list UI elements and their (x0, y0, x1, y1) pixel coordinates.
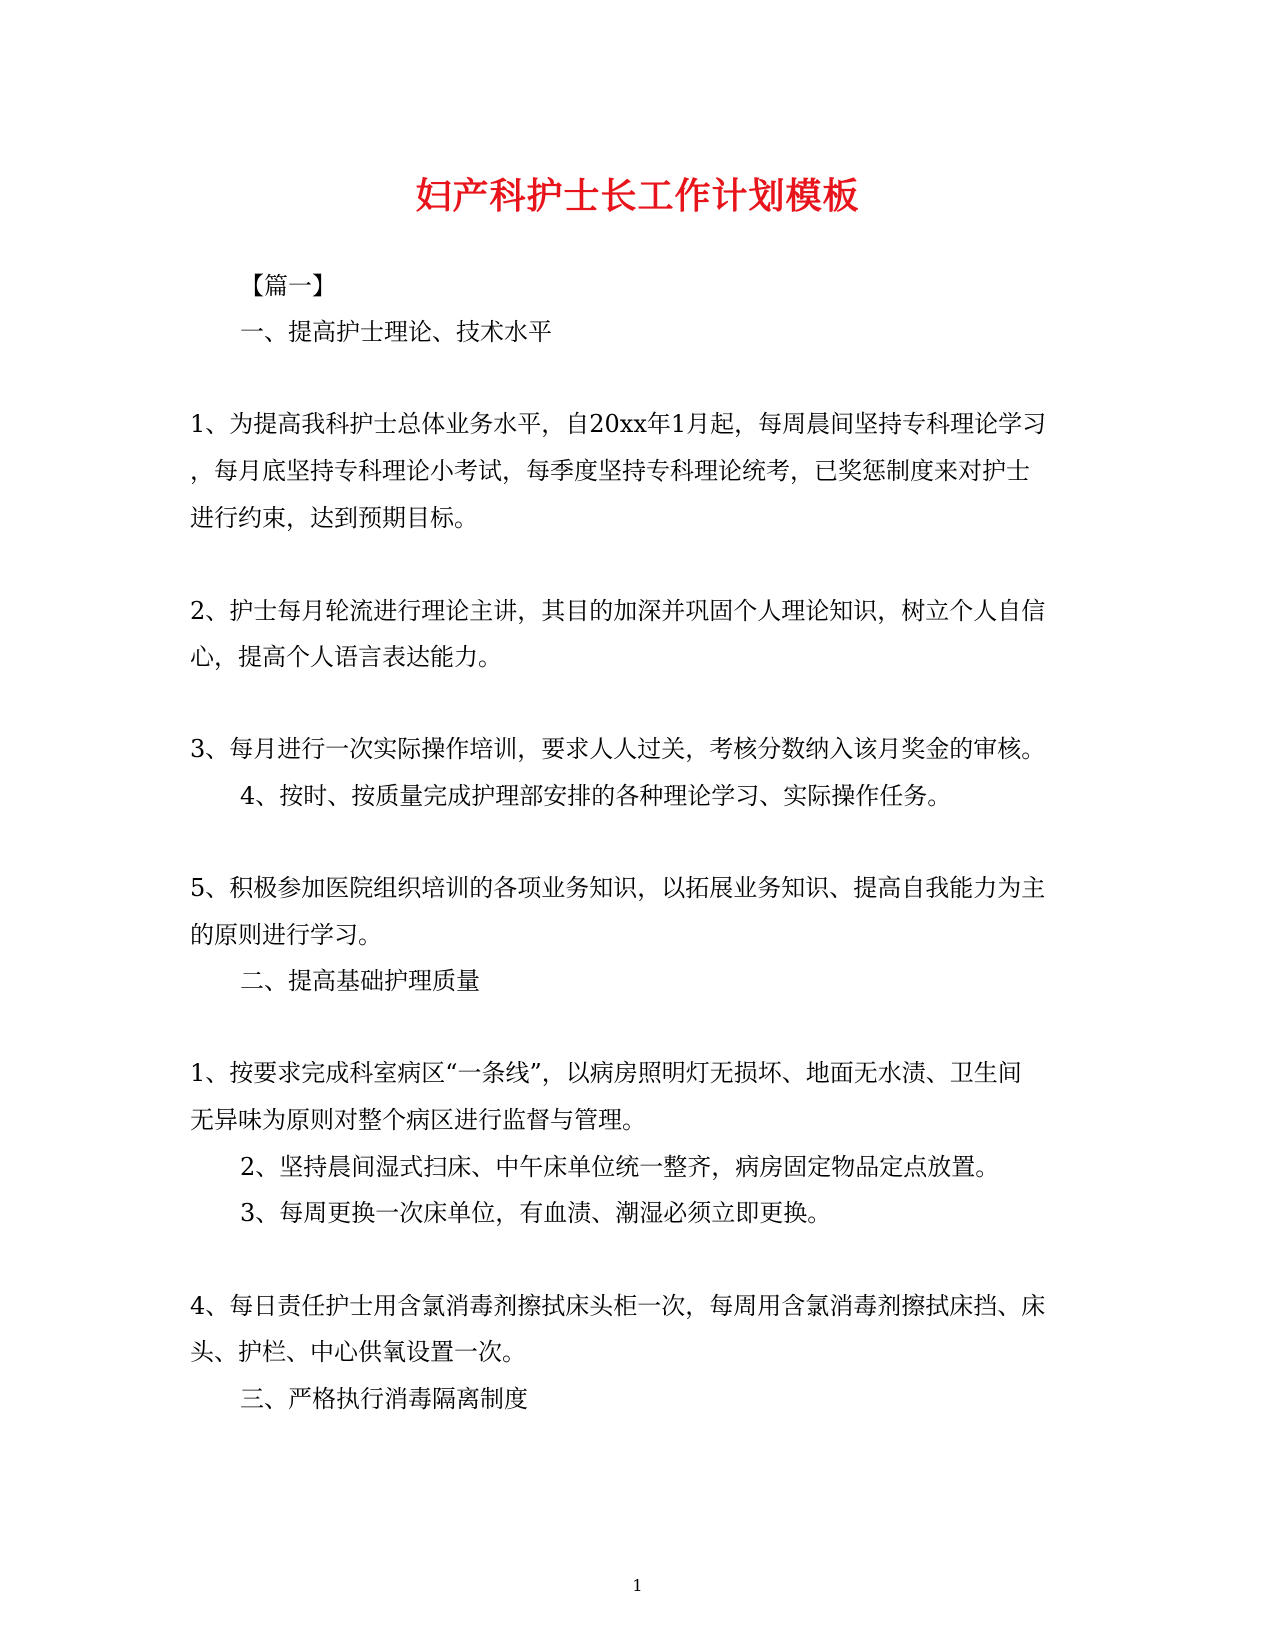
paragraph-line: 2、坚持晨间湿式扫床、中午床单位统一整齐，病房固定物品定点放置。 (240, 1153, 1000, 1181)
paragraph-line: 3、每月进行一次实际操作培训，要求人人过关，考核分数纳入该月奖金的审核。 (190, 735, 1046, 763)
paragraph-line: 3、每周更换一次床单位，有血渍、潮湿必须立即更换。 (240, 1199, 832, 1227)
document-title: 妇产科护士长工作计划模板 (415, 175, 860, 217)
paragraph-line: 头、护栏、中心供氧设置一次。 (190, 1338, 526, 1366)
paragraph-line: 2、护士每月轮流进行理论主讲，其目的加深并巩固个人理论知识，树立个人自信 (190, 597, 1046, 625)
paragraph-line: 5、积极参加医院组织培训的各项业务知识，以拓展业务知识、提高自我能力为主 (190, 874, 1046, 902)
paragraph-line: 无异味为原则对整个病区进行监督与管理。 (190, 1106, 646, 1134)
paragraph-line: 1、为提高我科护士总体业务水平，自20xx年1月起，每周晨间坚持专科理论学习 (190, 410, 1047, 438)
paragraph-line: 进行约束，达到预期目标。 (190, 504, 478, 532)
page-number: 1 (632, 1576, 643, 1595)
paragraph-line: 心，提高个人语言表达能力。 (190, 643, 502, 671)
paragraph-line: 4、按时、按质量完成护理部安排的各种理论学习、实际操作任务。 (240, 782, 952, 810)
section-label: 【篇一】 (240, 272, 336, 300)
paragraph-line: 1、按要求完成科室病区“一条线”，以病房照明灯无损坏、地面无水渍、卫生间 (190, 1059, 1022, 1087)
section-heading: 二、提高基础护理质量 (240, 967, 480, 995)
paragraph-line: ，每月底坚持专科理论小考试，每季度坚持专科理论统考，已奖惩制度来对护士 (190, 457, 1030, 485)
section-heading: 一、提高护士理论、技术水平 (240, 318, 552, 346)
paragraph-line: 的原则进行学习。 (190, 921, 382, 949)
paragraph-line: 4、每日责任护士用含氯消毒剂擦拭床头柜一次，每周用含氯消毒剂擦拭床挡、床 (190, 1292, 1046, 1320)
section-heading: 三、严格执行消毒隔离制度 (240, 1385, 528, 1413)
